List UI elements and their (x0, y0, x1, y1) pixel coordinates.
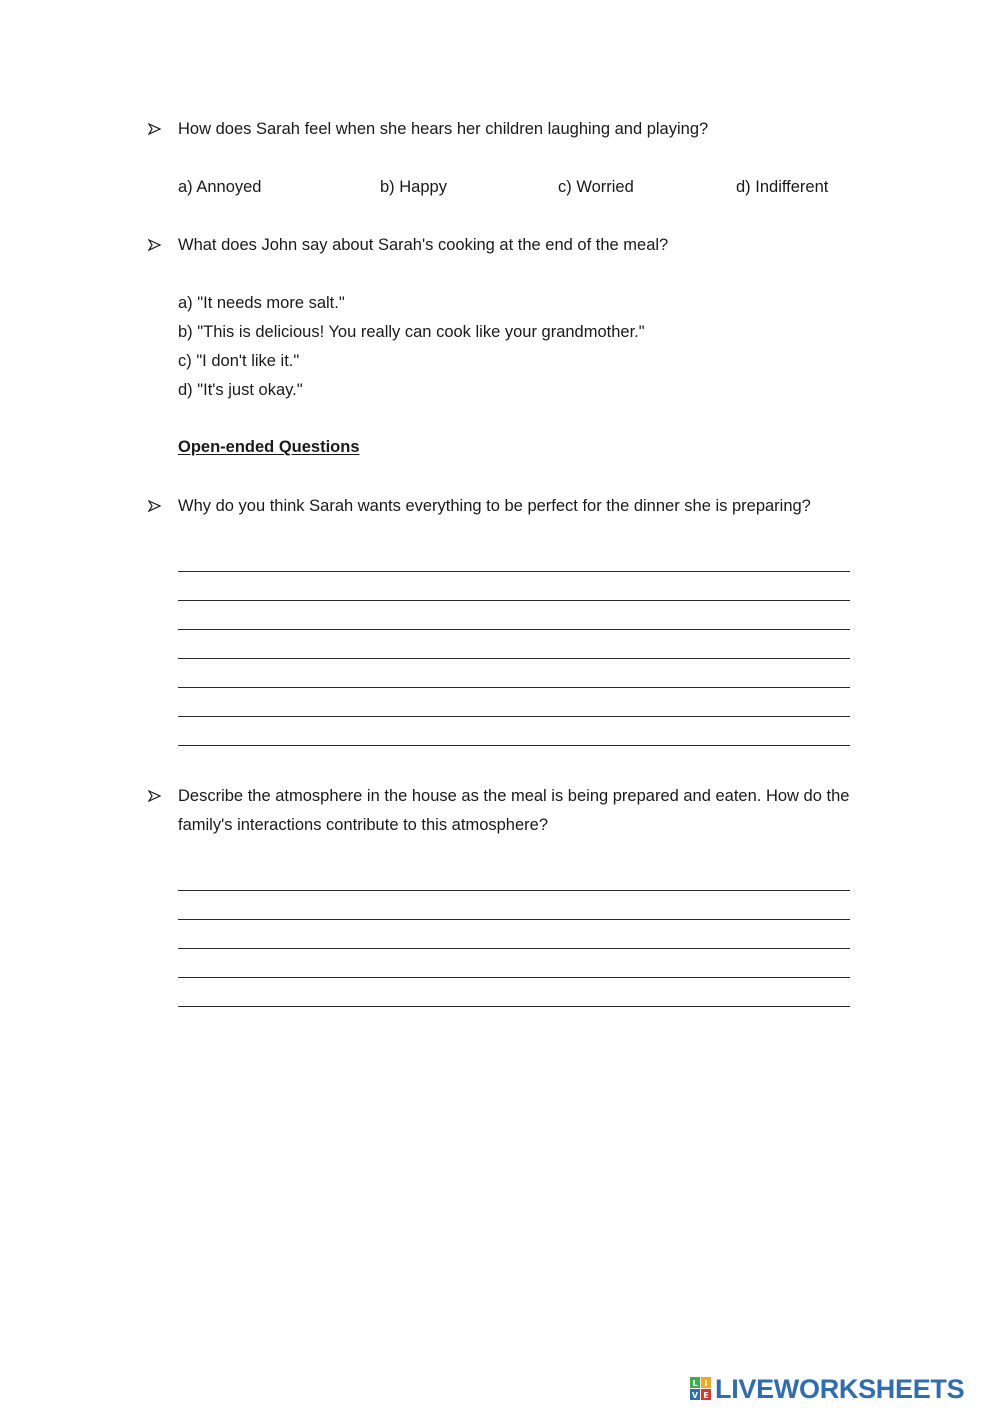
q4-answer-line[interactable] (178, 919, 850, 920)
arrow-bullet-icon (148, 122, 162, 136)
q4-answer-line[interactable] (178, 890, 850, 891)
question-1-text: How does Sarah feel when she hears her children laughing and playing? (178, 120, 709, 138)
arrow-bullet-icon (148, 789, 162, 803)
q3-answer-line[interactable] (178, 745, 850, 746)
liveworksheets-logo-icon (690, 1377, 712, 1401)
q4-answer-line[interactable] (178, 948, 850, 949)
q1-option-d[interactable]: d) Indifferent (736, 178, 829, 196)
svg-text:L: L (692, 1379, 698, 1388)
question-3-text: Why do you think Sarah wants everything to be perfect for the dinner she is preparing? (178, 497, 811, 515)
arrow-bullet-icon (148, 499, 162, 513)
q3-answer-line[interactable] (178, 658, 850, 659)
q1-option-b[interactable]: b) Happy (380, 178, 447, 196)
logo-text: LIVEWORKSHEETS (715, 1373, 965, 1404)
liveworksheets-logo (690, 1373, 964, 1405)
q2-option-c[interactable]: c) "I don't like it." (178, 352, 300, 370)
svg-text:V: V (691, 1391, 699, 1400)
question-4-text-line-1: Describe the atmosphere in the house as the meal is being prepared and eaten. How do the (178, 787, 850, 805)
q4-answer-line[interactable] (178, 977, 850, 978)
q3-answer-line[interactable] (178, 600, 850, 601)
q2-option-b[interactable]: b) "This is delicious! You really can cook like your grandmother." (178, 323, 645, 341)
q3-answer-line[interactable] (178, 716, 850, 717)
svg-text:I: I (704, 1379, 708, 1388)
arrow-bullet-icon (148, 238, 162, 252)
question-4-text-line-2: family's interactions contribute to this atmosphere? (178, 816, 548, 834)
q1-option-c[interactable]: c) Worried (558, 178, 634, 196)
q3-answer-line[interactable] (178, 687, 850, 688)
q4-answer-line[interactable] (178, 1006, 850, 1007)
q2-option-a[interactable]: a) "It needs more salt." (178, 294, 345, 312)
q3-answer-line[interactable] (178, 629, 850, 630)
q3-answer-line[interactable] (178, 571, 850, 572)
svg-text:E: E (703, 1391, 709, 1400)
q1-option-a[interactable]: a) Annoyed (178, 178, 262, 196)
q2-option-d[interactable]: d) "It's just okay." (178, 381, 303, 399)
section-heading: Open-ended Questions (178, 438, 360, 456)
question-2-text: What does John say about Sarah's cooking at the end of the meal? (178, 236, 669, 254)
